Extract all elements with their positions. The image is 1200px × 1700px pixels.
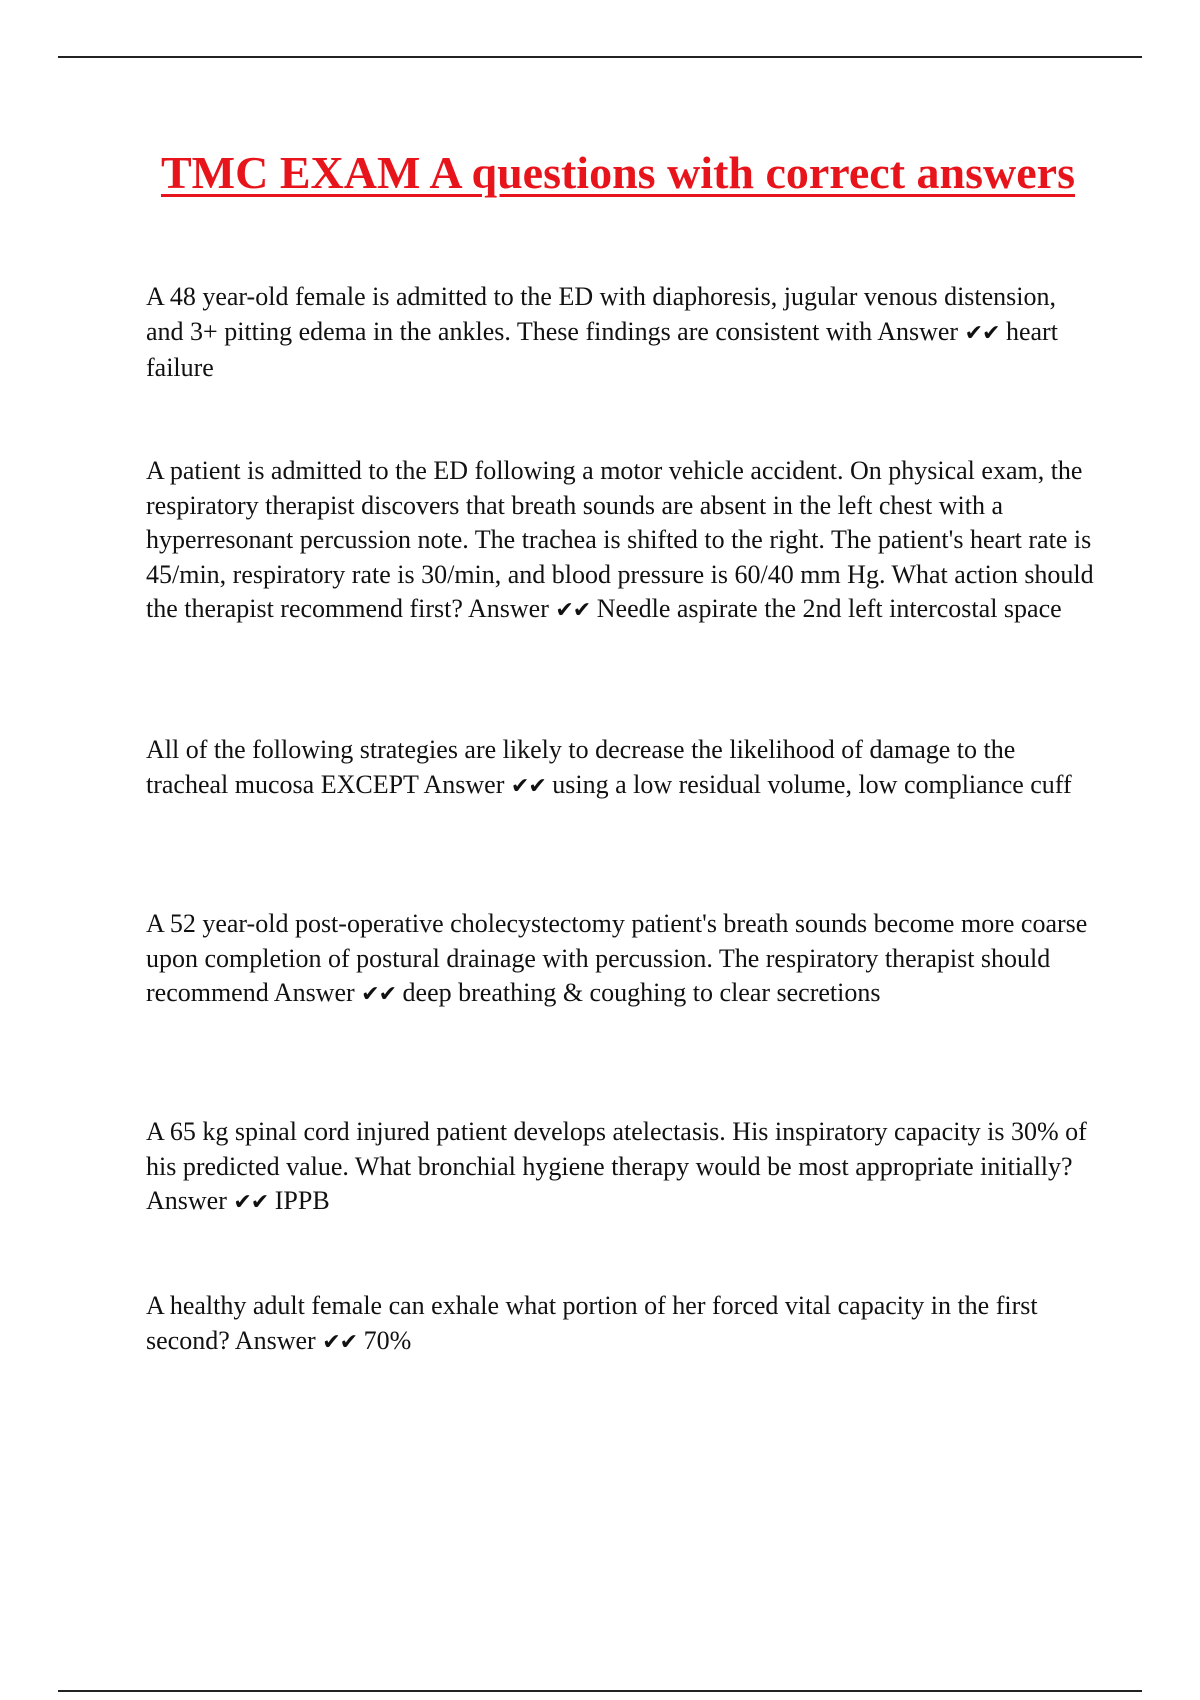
check-marks-icon: ✔✔ xyxy=(361,982,397,1007)
qa-item xyxy=(146,280,1096,386)
question-text: A 48 year-old female is admitted to the ED with diaphoresis, jugular venous distension, and 3+ pitting edema in the ankles. These findings are consistent with Answer xyxy=(146,282,1057,346)
check-marks-icon: ✔✔ xyxy=(510,773,546,799)
answer-text: heart failure xyxy=(146,316,1058,382)
question-text: All of the following strategies are likely to decrease the likelihood of damage to the tracheal mucosa EXCEPT Answer xyxy=(146,735,1016,799)
answer-text: 70% xyxy=(363,1325,412,1355)
qa-item xyxy=(146,454,1096,629)
check-marks-icon: ✔✔ xyxy=(555,598,591,623)
answer-text: Needle aspirate the 2nd left intercostal space xyxy=(596,594,1062,623)
document-title: TMC EXAM A questions with correct answers xyxy=(161,147,1075,198)
question-text: A 65 kg spinal cord injured patient develops atelectasis. His inspiratory capacity is 30% of his predicted value. What bronchial hygiene therapy would be most appropriate initially? Answer xyxy=(146,1117,1087,1215)
qa-item xyxy=(146,733,1096,804)
answer-text: using a low residual volume, low compliance cuff xyxy=(552,769,1072,799)
bottom-rule xyxy=(58,1690,1142,1692)
check-marks-icon: ✔✔ xyxy=(322,1329,358,1355)
qa-item xyxy=(146,1289,1096,1360)
answer-text: deep breathing & coughing to clear secretions xyxy=(402,978,881,1007)
question-text: A patient is admitted to the ED following a motor vehicle accident. On physical exam, the respiratory therapist discovers that breath sounds are absent in the left chest with a hyperresonant percussion note. The trachea is shifted to the right. The patient's heart rate is 45/min, respiratory rate is 30/min, and blood pressure is 60/40 mm Hg. What action should the therapist recommend first? Answer xyxy=(146,456,1094,623)
answer-text: IPPB xyxy=(274,1186,330,1215)
check-marks-icon: ✔✔ xyxy=(964,320,1000,346)
check-marks-icon: ✔✔ xyxy=(233,1190,269,1215)
top-rule xyxy=(58,56,1142,58)
qa-item xyxy=(146,907,1096,1013)
qa-item xyxy=(146,1115,1096,1221)
question-text: A healthy adult female can exhale what portion of her forced vital capacity in the first second? Answer xyxy=(146,1291,1038,1355)
question-text: A 52 year-old post-operative cholecystectomy patient's breath sounds become more coarse upon completion of postural drainage with percussion. The respiratory therapist should recommend Answer xyxy=(146,909,1088,1007)
